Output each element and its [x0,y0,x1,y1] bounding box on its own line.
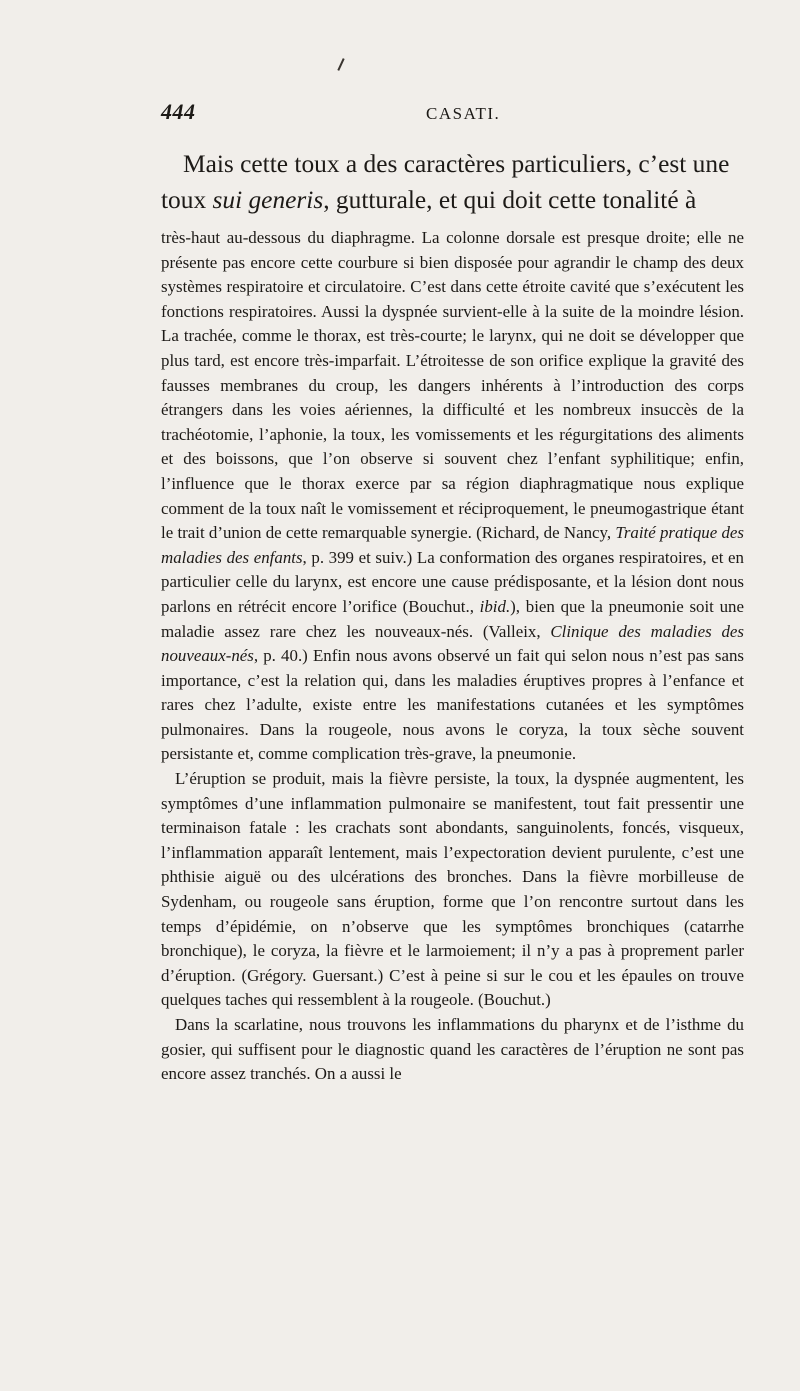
paragraph-3: Dans la scarlatine, nous trouvons les inflammations du pharynx et de l’isthme du gosier, qui suffisent pour le diagnostic quand les caractères de l’éruption ne sont pas encore assez tranchés. On a aussi le [161,1015,744,1084]
lead-emphasis: sui generis [212,186,324,214]
paragraph-1-text-c: ), bien que la pneumonie soit une maladie assez rare chez les nouveaux-nés. (Valleix, [161,596,744,641]
page-number: 444 [161,99,196,124]
citation-ibid: ibid. [479,596,511,616]
ink-mark [337,58,344,71]
paragraph-1-text-a: très-haut au-dessous du diaphragme. La colonne dorsale est presque droite; elle ne présente pas encore cette courbure si bien disposée pour agrandir le champ des deux systèmes respiratoire et circulatoire. C’est dans cette étroite cavité que s’exécutent les fonctions respiratoires. Aussi la dyspnée survient-elle à la suite de la moindre lésion. La trachée, comme le thorax, est très-courte; le larynx, qui ne doit se développer que plus tard, est encore très-imparfait. L’étroitesse de son orifice explique la gravité des fausses membranes du croup, les dangers inhérents à l’introduction des corps étrangers dans les voies aériennes, la difficulté et les nombreux insuccès de la trachéotomie, l’aphonie, la toux, les vomissements et les régurgitations des aliments et des boissons, que l’on observe si souvent chez l’enfant syphilitique; enfin, l’influence que le thorax exerce par sa région diaphragmatique nous explique comment de la toux naît le vomissement et réciproquement, le pneumogastrique étant le trait d’union de cette remarquable synergie. (Richard, de Nancy, [161,228,744,543]
lead-line-2 [161,182,744,218]
lead-text-end: , gutturale, et qui doit cette tonalité à [323,186,697,214]
lead-paragraph [161,146,744,218]
paragraph-1 [161,226,744,767]
paragraph-2: L’éruption se produit, mais la fièvre persiste, la toux, la dyspnée augmentent, les symptômes d’une inflammation pulmonaire se manifestent, tout fait pressentir une terminaison fatale : les crachats sont abondants, sanguinolents, foncés, visqueux, l’inflammation apparaît lentement, mais l’expectoration devient purulente, c’est une phthisie aiguë ou des ulcérations des bronches. Dans la fièvre morbilleuse de Sydenham, ou rougeole sans éruption, forme que l’on rencontre surtout dans les temps d’épidémie, on n’observe que les symptômes bronchiques (catarrhe bronchique), le coryza, la fièvre et le larmoiement; il n’y a pas à proprement parler d’éruption. (Grégory. Guersant.) C’est à peine si sur le cou et les épaules on trouve quelques taches qui ressemblent à la rougeole. (Bouchut.) [161,769,744,1010]
running-title: CASATI. [426,104,501,123]
paragraph-1-text-b: , p. 399 et suiv.) La conformation des organes respiratoires, et en particulier celle du larynx, est encore une cause prédisposante, et la lésion dont nous parlons en rétrécit encore l’orifice (Bouchut., [161,547,744,616]
lead-line-1: Mais cette toux a des caractères particuliers, c’est une [183,150,730,178]
running-head [161,99,744,129]
citation-title-1: Traité pratique des maladies des enfants [161,523,744,567]
lead-text: toux [161,186,213,214]
paragraph-1-text-d: , p. 40.) Enfin nous avons observé un fait qui selon nous n’est pas sans importance, c’est la relation qui, dans les maladies éruptives propres à l’enfance et rares chez l’adulte, existe entre les manifestations cutanées et les symptômes pulmonaires. Dans la rougeole, nous avons le coryza, la toux sèche souvent persistante et, comme complication très-grave, la pneumonie. [161,646,744,764]
text-block [161,146,744,1087]
citation-title-2: Clinique des maladies des nouveaux-nés [161,621,744,666]
